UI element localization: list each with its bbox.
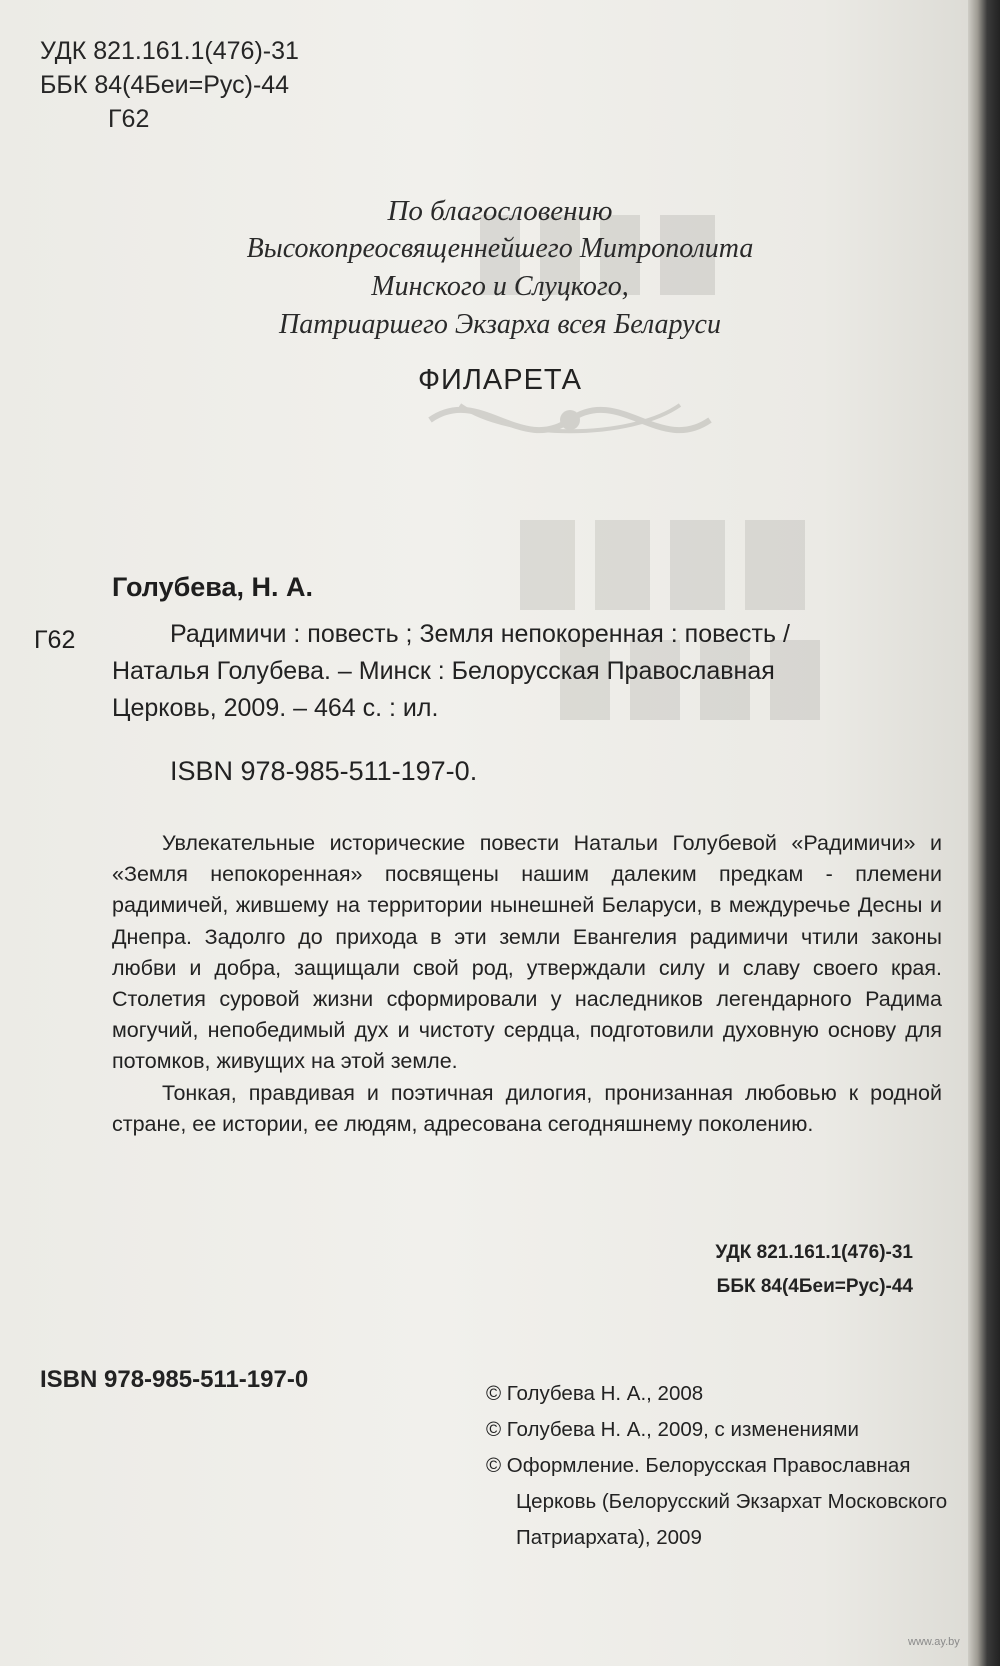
bottom-bbk: ББК 84(4Беи=Рус)-44	[716, 1276, 913, 1297]
copyright-line-4: Церковь (Белорусский Экзархат Московского	[516, 1490, 948, 1513]
copyright-block	[486, 1376, 947, 1556]
blessing-line-3: Минского и Слуцкого,	[371, 271, 629, 302]
catalog-line-2: Наталья Голубева. – Минск : Белорусская Православная	[112, 657, 775, 685]
blessing-name: ФИЛАРЕТА	[417, 364, 583, 396]
classification-codes	[40, 34, 299, 136]
catalog-side-mark: Г62	[34, 626, 76, 654]
udk-code: УДК 821.161.1(476)-31	[40, 37, 299, 65]
copyright-line-2: © Голубева Н. А., 2009, с изменениями	[486, 1418, 859, 1441]
author-mark: Г62	[108, 105, 150, 133]
annotation	[112, 828, 942, 1140]
annotation-paragraph-2: Тонкая, правдивая и поэтичная дилогия, пронизанная любовью к родной стране, ее истории, ее людям, адресована сегодняшнему поколению.	[112, 1080, 942, 1136]
copyright-line-5: Патриархата), 2009	[516, 1526, 702, 1549]
blessing-line-2: Высокопреосвященнейшего Митрополита	[246, 233, 754, 264]
bottom-classification	[715, 1236, 913, 1304]
page-edge	[968, 0, 1000, 1666]
site-watermark: www.ay.by	[908, 1636, 960, 1648]
catalog-author: Голубева, Н. А.	[112, 572, 314, 602]
catalog-line-3: Церковь, 2009. – 464 с. : ил.	[112, 694, 439, 722]
annotation-paragraph-1: Увлекательные исторические повести Натальи Голубевой «Радимичи» и «Земля непокоренная» посвящены нашим далеким предкам - племени радимичей, жившему на территории нынешней Беларуси, в междуречье Десны и Днепра. Задолго до прихода в эти земли Евангелия радимичи чтили законы любви и добра, защищали свой род, утверждали силу и славу своего края. Столетия суровой жизни сформировали у наследников легендарного Радима могучий, непобедимый дух и чистоту сердца, подготовили духовную основу для потомков, живущих на этой земле.	[112, 831, 942, 1074]
bottom-udk: УДК 821.161.1(476)-31	[715, 1242, 913, 1263]
blessing-line-4: Патриаршего Экзарха всея Беларуси	[279, 309, 721, 340]
footer-isbn: ISBN 978-985-511-197-0	[40, 1366, 309, 1393]
copyright-line-1: © Голубева Н. А., 2008	[486, 1382, 704, 1405]
catalog-line-1: Радимичи : повесть ; Земля непокоренная : повесть /	[170, 620, 790, 648]
copyright-line-3: © Оформление. Белорусская Православная	[486, 1454, 911, 1477]
catalog-isbn: ISBN 978-985-511-197-0.	[170, 756, 478, 786]
bbk-code: ББК 84(4Беи=Рус)-44	[40, 71, 290, 99]
catalog-description	[112, 616, 790, 727]
blessing-block	[160, 192, 840, 344]
blessing-line-1: По благословению	[387, 195, 613, 227]
